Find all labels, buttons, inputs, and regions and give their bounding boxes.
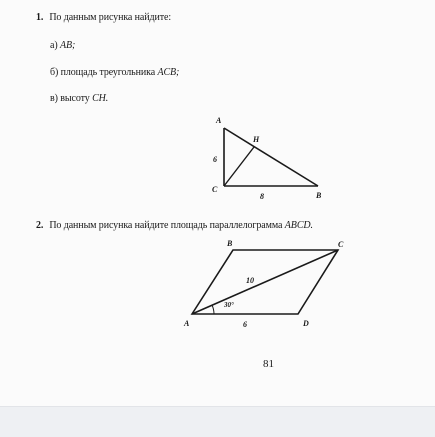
problem1-item-b <box>50 67 179 78</box>
triangle-figure <box>200 112 340 202</box>
problem1-item-a <box>50 40 75 51</box>
item-b-text: площадь треугольника <box>60 67 156 78</box>
angle-label: 30° <box>224 301 234 309</box>
diagonal-ac <box>192 250 338 314</box>
vertex-c-label: C <box>338 240 344 249</box>
problem2-number: 2. <box>36 220 44 231</box>
problem1-title <box>36 12 171 23</box>
altitude-ch <box>224 147 254 186</box>
diagonal-ac-length: 10 <box>246 276 254 285</box>
viewer-bottom-bar <box>0 406 435 437</box>
problem1-item-c <box>50 93 108 104</box>
side-cb-length: 8 <box>260 192 264 201</box>
item-c-var: CH. <box>92 93 109 104</box>
problem2-title <box>36 220 313 231</box>
item-b-var: ACB; <box>157 67 180 78</box>
side-ac-length: 6 <box>213 155 217 164</box>
side-ab <box>224 128 318 186</box>
item-b-label: б) <box>50 67 59 78</box>
angle-arc <box>212 305 214 314</box>
item-a-label: а) <box>50 40 58 51</box>
vertex-a-label: A <box>184 319 190 328</box>
vertex-h-label: H <box>253 135 260 144</box>
item-c-text: высоту <box>60 93 90 104</box>
vertex-c-label: C <box>212 185 218 194</box>
problem2-title-text: По данным рисунка найдите площадь параллелограмма <box>49 220 283 231</box>
vertex-d-label: D <box>303 319 309 328</box>
item-c-label: в) <box>50 93 58 104</box>
item-a-text: AB; <box>59 40 76 51</box>
problem2-title-var: ABCD. <box>284 220 313 231</box>
vertex-b-label: B <box>316 191 322 200</box>
problem1-number: 1. <box>36 12 44 23</box>
parallelogram-figure <box>170 236 370 336</box>
problem1-title-text: По данным рисунка найдите: <box>49 12 172 23</box>
page-number: 81 <box>263 358 274 370</box>
vertex-a-label: A <box>216 116 222 125</box>
vertex-b-label: B <box>227 239 233 248</box>
side-ad-length: 6 <box>243 320 247 329</box>
